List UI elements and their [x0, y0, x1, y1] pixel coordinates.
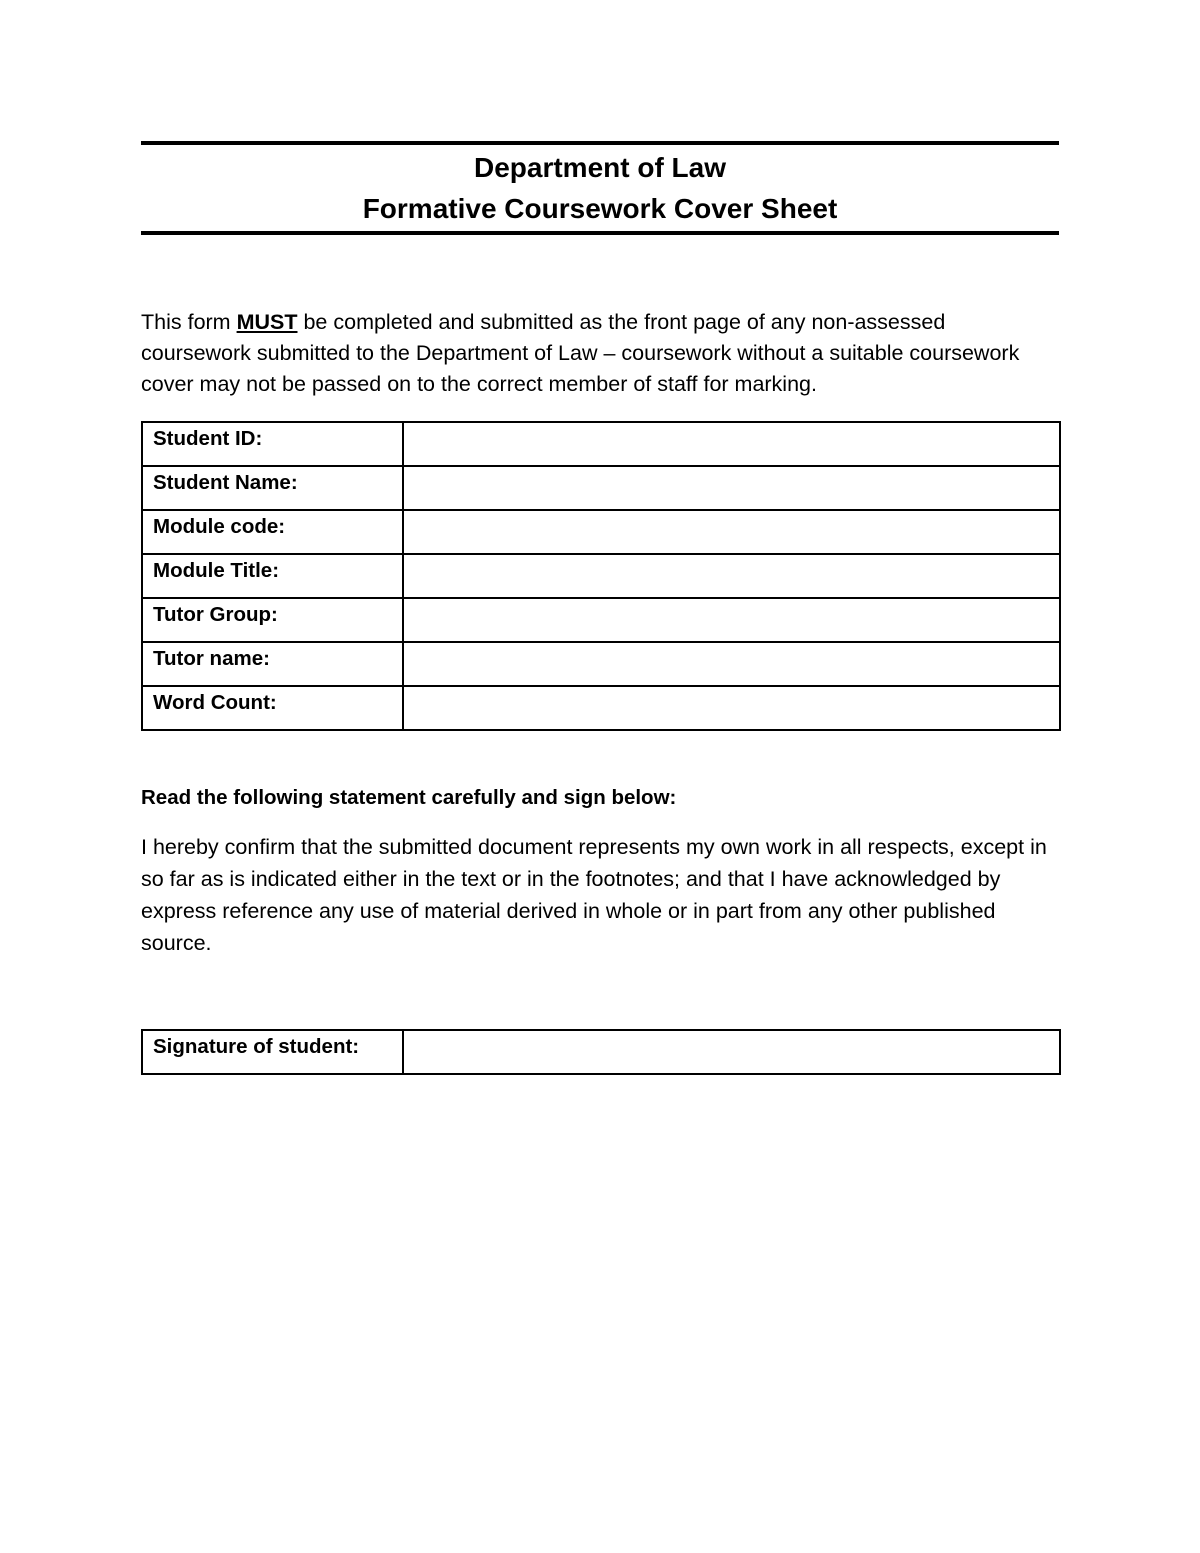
- table-row: [142, 510, 1060, 554]
- intro-emphasis: MUST: [236, 310, 298, 334]
- table-row: [142, 466, 1060, 510]
- department-title: Department of Law: [473, 152, 727, 183]
- field-value-module-title[interactable]: [403, 554, 1060, 598]
- field-label-word-count: Word Count:: [142, 686, 403, 730]
- table-row: [142, 686, 1060, 730]
- signature-label: Signature of student:: [142, 1030, 403, 1074]
- field-value-word-count[interactable]: [403, 686, 1060, 730]
- table-row: [142, 598, 1060, 642]
- field-label-student-id: Student ID:: [142, 422, 403, 466]
- field-value-module-code[interactable]: [403, 510, 1060, 554]
- student-details-table: [141, 421, 1061, 731]
- intro-text-after: be completed and submitted as the front page of any non-assessed coursework submitted to the Department of Law – coursework without a suitable coursework cover may not be passed on to the correct member of staff for marking.: [141, 310, 1020, 396]
- title-block: [141, 145, 1059, 231]
- statement-heading: Read the following statement carefully and sign below:: [141, 786, 677, 809]
- table-row: [142, 422, 1060, 466]
- field-value-tutor-group[interactable]: [403, 598, 1060, 642]
- statement-text: I hereby confirm that the submitted document represents my own work in all respects, except in so far as is indicated either in the text or in the footnotes; and that I have acknowledged by express reference any use of material derived in whole or in part from any other published source.: [141, 835, 1047, 955]
- signature-field[interactable]: [403, 1030, 1060, 1074]
- table-row: [142, 1030, 1060, 1074]
- field-label-student-name: Student Name:: [142, 466, 403, 510]
- field-label-module-title: Module Title:: [142, 554, 403, 598]
- field-value-student-id[interactable]: [403, 422, 1060, 466]
- field-value-student-name[interactable]: [403, 466, 1060, 510]
- table-row: [142, 642, 1060, 686]
- field-label-module-code: Module code:: [142, 510, 403, 554]
- field-value-tutor-name[interactable]: [403, 642, 1060, 686]
- table-row: [142, 554, 1060, 598]
- form-title: Formative Coursework Cover Sheet: [362, 193, 838, 224]
- bottom-rule: [141, 231, 1059, 235]
- signature-table: [141, 1029, 1061, 1075]
- intro-text-before: This form: [141, 310, 237, 334]
- field-label-tutor-name: Tutor name:: [142, 642, 403, 686]
- intro-paragraph: [141, 307, 1059, 400]
- cover-sheet-page: [141, 141, 1059, 1075]
- field-label-tutor-group: Tutor Group:: [142, 598, 403, 642]
